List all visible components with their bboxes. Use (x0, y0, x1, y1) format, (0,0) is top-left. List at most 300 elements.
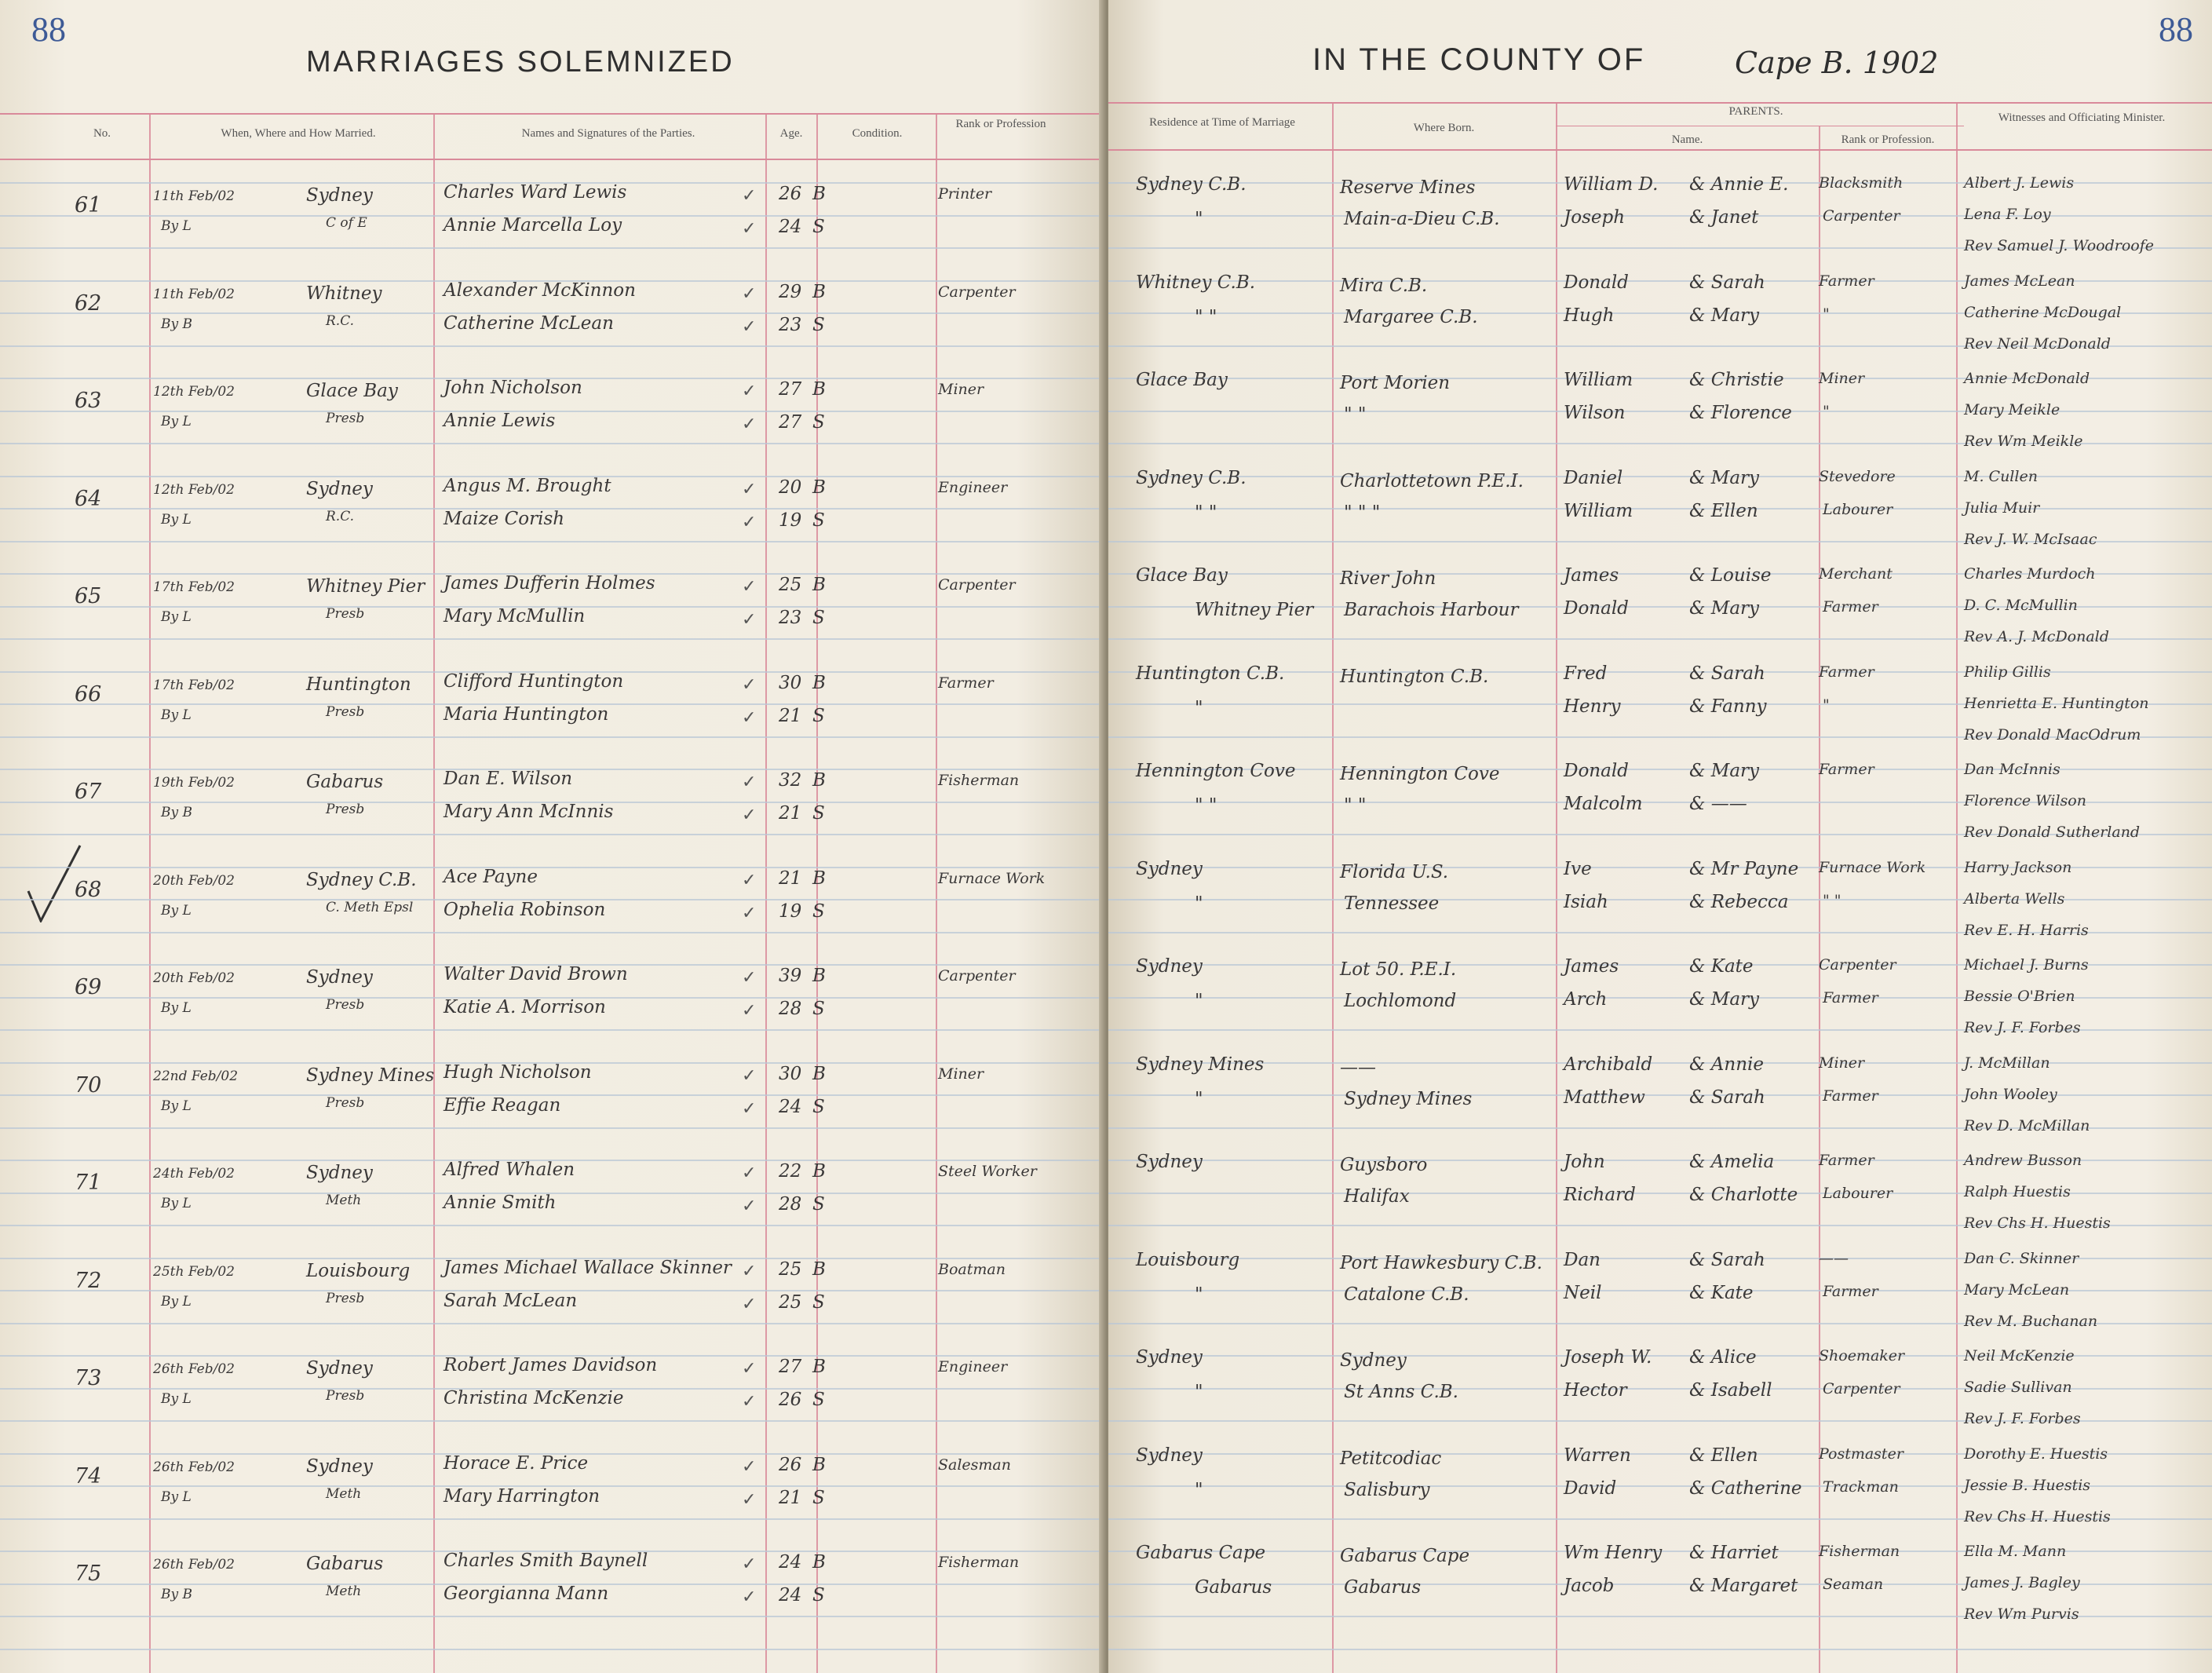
entry-bride-cond: S (812, 1390, 825, 1410)
entry-born1: Gabarus Cape (1340, 1546, 1470, 1566)
entry-wit1: Neil McKenzie (1964, 1347, 2075, 1364)
entry-bride-age: 19 (779, 510, 802, 531)
entry-rank: Carpenter (938, 576, 1016, 594)
entry-groom-age: 24 (779, 1552, 802, 1573)
entry-p1: Dan (1564, 1250, 1601, 1270)
entry-church: R.C. (326, 509, 355, 524)
entry-p2: Jacob (1564, 1576, 1615, 1596)
entry-p2: Malcolm (1564, 794, 1643, 814)
entry-how: By B (161, 316, 192, 332)
entry-born1: Petitcodiac (1340, 1448, 1442, 1469)
entry-m2: & Janet (1689, 207, 1759, 228)
ruled-line (0, 638, 1105, 640)
entry-res2: " " (1195, 307, 1217, 327)
entry-prank2: Seaman (1823, 1576, 1884, 1593)
entry-wit1: Andrew Busson (1964, 1152, 2082, 1169)
entry-bride: Annie Marcella Loy (443, 215, 622, 236)
entry-wit2: Catherine McDougal (1964, 304, 2122, 321)
entry-rank: Fisherman (938, 772, 1020, 789)
entry-minister: Rev Neil McDonald (1964, 335, 2111, 352)
entry-date: 24th Feb/02 (153, 1166, 235, 1182)
entry-res1: Sydney C.B. (1136, 174, 1247, 195)
entry-place: Gabarus (306, 772, 384, 792)
entry-born2: Tennessee (1344, 893, 1440, 914)
entry-p2: Hugh (1564, 305, 1615, 326)
entry-how: By L (161, 1000, 192, 1016)
entry-p1: Wm Henry (1564, 1543, 1663, 1563)
entry-bride-age: 24 (779, 1097, 802, 1117)
ruled-line (0, 443, 1105, 444)
entry-wit2: Henrietta E. Huntington (1964, 695, 2149, 712)
entry-born2: Main-a-Dieu C.B. (1344, 209, 1500, 229)
entry-no: 74 (75, 1464, 102, 1489)
header-no: No. (93, 127, 111, 140)
entry-groom-age: 30 (779, 673, 802, 693)
entry-prank1: Farmer (1819, 663, 1874, 681)
header-condition: Condition. (852, 127, 903, 140)
entry-wit1: J. McMillan (1964, 1054, 2050, 1072)
entry-groom: Clifford Huntington (443, 671, 624, 692)
entry-born2: Margaree C.B. (1344, 307, 1478, 327)
entry-wit1: Dan McInnis (1964, 761, 2061, 778)
entry-groom-cond: B (812, 575, 826, 595)
entry-born1: Lot 50. P.E.I. (1340, 959, 1457, 980)
age-check-icon: ✓ (742, 1261, 757, 1280)
entry-bride-cond: S (812, 1488, 825, 1508)
entry-bride: Catherine McLean (443, 313, 614, 334)
entry-p1: Fred (1564, 663, 1608, 684)
entry-m1: & Harriet (1689, 1543, 1779, 1563)
entry-res2: " (1195, 893, 1203, 914)
entry-res2: Whitney Pier (1195, 600, 1314, 620)
entry-p1: Donald (1564, 761, 1629, 781)
age-check-icon: ✓ (742, 1196, 757, 1215)
entry-bride-age: 28 (779, 999, 802, 1019)
entry-minister: Rev A. J. McDonald (1964, 628, 2109, 645)
entry-date: 26th Feb/02 (153, 1557, 235, 1573)
entry-bride: Maize Corish (443, 509, 565, 529)
entry-m2: & Margaret (1689, 1576, 1798, 1596)
age-check-icon: ✓ (742, 903, 757, 922)
entry-groom: Horace E. Price (443, 1453, 589, 1474)
entry-how: By L (161, 512, 192, 528)
entry-m2: & Mary (1689, 989, 1760, 1010)
entry-bride-age: 28 (779, 1194, 802, 1215)
entry-wit2: Florence Wilson (1964, 792, 2086, 809)
age-check-icon: ✓ (742, 1554, 757, 1573)
age-check-icon: ✓ (742, 185, 757, 205)
entry-minister: Rev D. McMillan (1964, 1117, 2090, 1134)
ruled-line (0, 1518, 1105, 1520)
entry-m1: & Mr Payne (1689, 859, 1799, 879)
entry-date: 11th Feb/02 (153, 188, 235, 204)
entry-prank1: Stevedore (1819, 468, 1896, 485)
entry-how: By L (161, 1196, 192, 1211)
entry-bride-age: 23 (779, 608, 802, 628)
age-check-icon: ✓ (742, 479, 757, 499)
entry-bride-age: 21 (779, 706, 802, 726)
age-check-icon: ✓ (742, 283, 757, 303)
entry-church: Presb (326, 411, 365, 426)
entry-m1: & Sarah (1689, 663, 1765, 684)
entry-wit2: Jessie B. Huestis (1964, 1477, 2091, 1494)
entry-date: 26th Feb/02 (153, 1361, 235, 1377)
entry-wit2: James J. Bagley (1964, 1574, 2080, 1591)
entry-groom: Alfred Whalen (443, 1160, 575, 1180)
entry-m1: & Annie (1689, 1054, 1764, 1075)
entry-no: 69 (75, 975, 102, 999)
entry-prank2: Trackman (1823, 1478, 1899, 1496)
right-page-number: 88 (2159, 10, 2193, 49)
left-page-number: 88 (31, 10, 66, 49)
header-names: Names and Signatures of the Parties. (521, 127, 695, 140)
entry-church: Presb (326, 1291, 365, 1306)
entry-place: Sydney (306, 967, 373, 988)
entry-groom-age: 30 (779, 1064, 802, 1084)
entry-place: Sydney (306, 1358, 373, 1379)
entry-minister: Rev Wm Meikle (1964, 433, 2083, 450)
header-residence: Residence at Time of Marriage (1149, 116, 1295, 129)
entry-no: 72 (75, 1269, 102, 1293)
entry-groom-age: 29 (779, 282, 802, 302)
left-page-title: MARRIAGES SOLEMNIZED (306, 46, 735, 79)
entry-place: Sydney Mines (306, 1065, 435, 1086)
age-check-icon: ✓ (742, 609, 757, 629)
age-check-icon: ✓ (742, 967, 757, 987)
entry-no: 62 (75, 291, 102, 316)
entry-res1: Glace Bay (1136, 370, 1228, 390)
ruled-line (0, 1029, 1105, 1031)
entry-groom-age: 22 (779, 1161, 802, 1182)
header-age: Age. (779, 127, 803, 140)
entry-bride: Mary McMullin (443, 606, 586, 626)
entry-wit1: Michael J. Burns (1964, 956, 2089, 973)
entry-minister: Rev J. W. McIsaac (1964, 531, 2097, 548)
entry-m2: & Fanny (1689, 696, 1767, 717)
ruled-line (0, 1649, 1105, 1650)
ruled-line (0, 1127, 1105, 1129)
entry-m1: & Ellen (1689, 1445, 1758, 1466)
entry-m2: & Sarah (1689, 1087, 1765, 1108)
entry-rank: Furnace Work (938, 870, 1046, 887)
entry-minister: Rev Wm Purvis (1964, 1605, 2079, 1623)
entry-res2: " (1195, 991, 1203, 1011)
entry-bride-cond: S (812, 412, 825, 433)
entry-res1: Sydney (1136, 1152, 1203, 1172)
entry-res1: Whitney C.B. (1136, 272, 1256, 293)
entry-wit1: Dorothy E. Huestis (1964, 1445, 2108, 1463)
entry-born1: Hennington Cove (1340, 764, 1500, 784)
entry-no: 68 (75, 878, 102, 902)
entry-born1: Sydney (1340, 1350, 1407, 1371)
entry-wit2: Sadie Sullivan (1964, 1379, 2072, 1396)
entry-born1: Port Hawkesbury C.B. (1340, 1253, 1542, 1273)
entry-m1: & Amelia (1689, 1152, 1775, 1172)
entry-no: 65 (75, 584, 102, 608)
entry-p1: Ive (1564, 859, 1592, 879)
entry-prank2: Farmer (1823, 598, 1878, 616)
entry-prank2: " (1823, 305, 1830, 323)
entry-church: Presb (326, 997, 365, 1013)
county-handwritten: Cape B. 1902 (1735, 46, 1939, 80)
entry-how: By L (161, 707, 192, 723)
entry-wit2: Ralph Huestis (1964, 1183, 2071, 1200)
entry-res1: Hennington Cove (1136, 761, 1296, 781)
entry-groom-age: 27 (779, 1357, 802, 1377)
entry-born2: Gabarus (1344, 1577, 1422, 1598)
entry-minister: Rev Donald MacOdrum (1964, 726, 2141, 743)
entry-m1: & Mary (1689, 761, 1760, 781)
entry-res2: " (1195, 209, 1203, 229)
entry-p2: Henry (1564, 696, 1621, 717)
entry-res2: " " (1195, 502, 1217, 523)
entry-church: Meth (326, 1193, 362, 1208)
entry-minister: Rev M. Buchanan (1964, 1313, 2098, 1330)
entry-bride-cond: S (812, 999, 825, 1019)
entry-p1: John (1564, 1152, 1605, 1172)
entry-p1: Joseph W. (1564, 1347, 1652, 1368)
entry-wit1: Harry Jackson (1964, 859, 2072, 876)
age-check-icon: ✓ (742, 1391, 757, 1411)
entry-wit2: Bessie O'Brien (1964, 988, 2075, 1005)
entry-church: Presb (326, 606, 365, 622)
entry-how: By B (161, 1587, 192, 1602)
entry-bride-cond: S (812, 608, 825, 628)
entry-prank2: Labourer (1823, 501, 1893, 518)
header-witnesses: Witnesses and Officiating Minister. (1998, 111, 2166, 124)
left-page (0, 0, 1105, 1673)
entry-groom-cond: B (812, 1552, 826, 1573)
entry-groom-cond: B (812, 184, 826, 204)
entry-m2: & Florence (1689, 403, 1792, 423)
entry-groom-age: 25 (779, 1259, 802, 1280)
entry-place: Gabarus (306, 1554, 384, 1574)
entry-p2: Neil (1564, 1283, 1602, 1303)
entry-minister: Rev Chs H. Huestis (1964, 1508, 2111, 1525)
entry-prank1: Blacksmith (1819, 174, 1904, 192)
entry-groom-cond: B (812, 1455, 826, 1475)
entry-bride-cond: S (812, 315, 825, 335)
entry-church: Presb (326, 1095, 365, 1111)
entry-groom-age: 27 (779, 379, 802, 400)
entry-bride: Annie Lewis (443, 411, 556, 431)
entry-prank1: Miner (1819, 370, 1865, 387)
entry-how: By L (161, 609, 192, 625)
entry-bride: Georgianna Mann (443, 1584, 609, 1604)
entry-res1: Gabarus Cape (1136, 1543, 1266, 1563)
entry-date: 12th Feb/02 (153, 482, 235, 498)
age-check-icon: ✓ (742, 1456, 757, 1476)
entry-res2: " (1195, 1089, 1203, 1109)
entry-date: 25th Feb/02 (153, 1264, 235, 1280)
entry-wit1: Dan C. Skinner (1964, 1250, 2079, 1267)
entry-born2: St Anns C.B. (1344, 1382, 1458, 1402)
entry-p1: Archibald (1564, 1054, 1653, 1075)
entry-born1: Huntington C.B. (1340, 667, 1489, 687)
entry-bride-age: 24 (779, 217, 802, 237)
entry-groom: Robert James Davidson (443, 1355, 658, 1375)
entry-groom: James Michael Wallace Skinner (443, 1258, 732, 1278)
entry-bride-cond: S (812, 510, 825, 531)
entry-p2: Isiah (1564, 892, 1608, 912)
entry-m2: & Rebecca (1689, 892, 1789, 912)
entry-no: 63 (75, 389, 102, 413)
entry-church: R.C. (326, 313, 355, 329)
entry-groom-cond: B (812, 1064, 826, 1084)
entry-groom-age: 26 (779, 184, 802, 204)
entry-born1: Mira C.B. (1340, 276, 1428, 296)
entry-groom-cond: B (812, 1161, 826, 1182)
entry-no: 66 (75, 682, 102, 707)
entry-wit2: Julia Muir (1964, 499, 2040, 517)
age-check-icon: ✓ (742, 218, 757, 238)
entry-wit1: Philip Gillis (1964, 663, 2051, 681)
entry-prank2: Carpenter (1823, 207, 1900, 225)
entry-res2: Gabarus (1195, 1577, 1272, 1598)
entry-rank: Miner (938, 1065, 984, 1083)
entry-p1: Warren (1564, 1445, 1631, 1466)
entry-m1: & Kate (1689, 956, 1754, 977)
entry-p1: James (1564, 565, 1619, 586)
entry-place: Sydney (306, 1163, 373, 1183)
age-check-icon: ✓ (742, 870, 757, 889)
entry-rank: Salesman (938, 1456, 1011, 1474)
entry-wit1: Annie McDonald (1964, 370, 2090, 387)
entry-groom: Ace Payne (443, 867, 538, 887)
entry-groom-cond: B (812, 1357, 826, 1377)
right-page (1108, 0, 2212, 1673)
ruled-line (0, 867, 1105, 868)
ruled-line (0, 541, 1105, 542)
entry-res1: Huntington C.B. (1136, 663, 1285, 684)
entry-groom-cond: B (812, 1259, 826, 1280)
age-check-icon: ✓ (742, 1000, 757, 1020)
entry-prank2: " (1823, 696, 1830, 714)
entry-prank2: Farmer (1823, 989, 1878, 1006)
entry-prank1: —— (1819, 1250, 1849, 1267)
entry-minister: Rev Chs H. Huestis (1964, 1215, 2111, 1232)
entry-place: Sydney (306, 1456, 373, 1477)
entry-born1: Reserve Mines (1340, 177, 1476, 198)
entry-p2: Hector (1564, 1380, 1627, 1401)
entry-bride: Sarah McLean (443, 1291, 578, 1311)
entry-born1: Charlottetown P.E.I. (1340, 471, 1524, 491)
entry-groom: Alexander McKinnon (443, 280, 636, 301)
age-check-icon: ✓ (742, 512, 757, 531)
ruled-line (0, 736, 1105, 738)
entry-groom-cond: B (812, 673, 826, 693)
entry-rank: Farmer (938, 674, 994, 692)
entry-m2: & Kate (1689, 1283, 1754, 1303)
entry-church: Meth (326, 1584, 362, 1599)
entry-wit2: Mary McLean (1964, 1281, 2070, 1299)
entry-prank1: Farmer (1819, 272, 1874, 290)
age-check-icon: ✓ (742, 805, 757, 824)
entry-no: 70 (75, 1073, 102, 1098)
ruled-line (1108, 476, 2212, 477)
entry-res2: " (1195, 1382, 1203, 1402)
entry-place: Huntington (306, 674, 411, 695)
entry-p1: Donald (1564, 272, 1629, 293)
entry-wit2: John Wooley (1964, 1086, 2057, 1103)
age-check-icon: ✓ (742, 1294, 757, 1313)
entry-prank1: Miner (1819, 1054, 1865, 1072)
entry-groom: Charles Ward Lewis (443, 182, 627, 203)
entry-wit2: Lena F. Loy (1964, 206, 2051, 223)
entry-bride-cond: S (812, 706, 825, 726)
entry-date: 22nd Feb/02 (153, 1068, 239, 1084)
entry-minister: Rev J. F. Forbes (1964, 1410, 2081, 1427)
entry-groom-cond: B (812, 868, 826, 889)
check-mark-icon (27, 844, 82, 922)
entry-groom-age: 39 (779, 966, 802, 986)
entry-wit1: James McLean (1964, 272, 2075, 290)
entry-groom: Walter David Brown (443, 964, 628, 984)
ruled-line (0, 1225, 1105, 1226)
entry-bride-cond: S (812, 217, 825, 237)
entry-groom-cond: B (812, 770, 826, 791)
entry-m2: & Catherine (1689, 1478, 1802, 1499)
age-check-icon: ✓ (742, 1098, 757, 1118)
header-born: Where Born. (1413, 122, 1475, 134)
entry-p2: Joseph (1564, 207, 1626, 228)
entry-groom: John Nicholson (443, 378, 582, 398)
entry-no: 64 (75, 487, 102, 511)
entry-date: 11th Feb/02 (153, 287, 235, 302)
right-page-title: IN THE COUNTY OF (1312, 42, 1646, 77)
age-check-icon: ✓ (742, 381, 757, 400)
entry-date: 20th Feb/02 (153, 970, 235, 986)
entry-res2: " (1195, 1480, 1203, 1500)
age-check-icon: ✓ (742, 316, 757, 336)
entry-p1: William (1564, 370, 1633, 390)
entry-bride-age: 19 (779, 901, 802, 922)
age-check-icon: ✓ (742, 414, 757, 433)
entry-born2: " " " (1344, 502, 1381, 523)
entry-bride-age: 21 (779, 1488, 802, 1508)
entry-p1: James (1564, 956, 1619, 977)
entry-wit2: Mary Meikle (1964, 401, 2061, 418)
entry-prank1: Postmaster (1819, 1445, 1904, 1463)
entry-p2: Arch (1564, 989, 1608, 1010)
entry-how: By L (161, 1098, 192, 1114)
entry-bride: Christina McKenzie (443, 1388, 624, 1408)
entry-res1: Sydney (1136, 1445, 1203, 1466)
entry-m1: & Alice (1689, 1347, 1757, 1368)
entry-p1: Daniel (1564, 468, 1623, 488)
entry-born2: Salisbury (1344, 1480, 1430, 1500)
entry-born1: Guysboro (1340, 1155, 1428, 1175)
ruled-line (1108, 508, 2212, 510)
entry-place: Louisbourg (306, 1261, 411, 1281)
entry-no: 75 (75, 1562, 102, 1586)
entry-m1: & Sarah (1689, 1250, 1765, 1270)
entry-groom: Charles Smith Baynell (443, 1551, 648, 1571)
entry-born2: Barachois Harbour (1344, 600, 1519, 620)
entry-bride-cond: S (812, 1097, 825, 1117)
age-check-icon: ✓ (742, 1358, 757, 1378)
entry-groom-age: 20 (779, 477, 802, 498)
entry-prank1: Furnace Work (1819, 859, 1926, 876)
entry-res1: Sydney Mines (1136, 1054, 1265, 1075)
entry-date: 17th Feb/02 (153, 678, 235, 693)
entry-church: Presb (326, 1388, 365, 1404)
entry-place: Glace Bay (306, 381, 398, 401)
entry-p2: Wilson (1564, 403, 1626, 423)
entry-how: By L (161, 1489, 192, 1505)
entry-rank: Boatman (938, 1261, 1006, 1278)
age-check-icon: ✓ (742, 707, 757, 727)
